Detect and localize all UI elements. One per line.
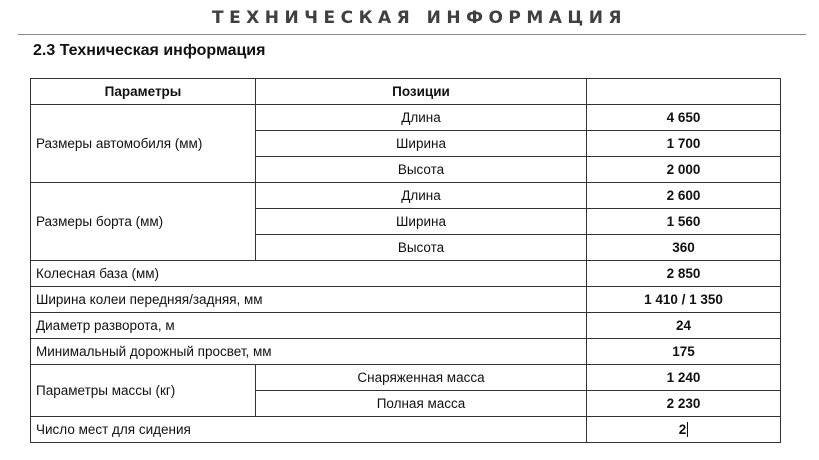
- table-row: [31, 417, 781, 443]
- table-row: [31, 339, 781, 365]
- value-cell[interactable]: 360: [587, 235, 781, 261]
- param-cell: Число мест для сидения: [31, 417, 587, 443]
- column-header-positions: Позиции: [256, 79, 587, 105]
- table-row: [31, 313, 781, 339]
- param-cell: Минимальный дорожный просвет, мм: [31, 339, 587, 365]
- param-cell: Колесная база (мм): [31, 261, 587, 287]
- table-row: [31, 365, 781, 391]
- position-cell: Длина: [256, 183, 587, 209]
- value-cell[interactable]: 2 000: [587, 157, 781, 183]
- table-row: [31, 287, 781, 313]
- param-cell: Параметры массы (кг): [31, 365, 256, 417]
- section-title: 2.3 Техническая информация: [33, 42, 266, 59]
- table-header-row: [31, 79, 781, 105]
- value-cell[interactable]: 1 240: [587, 365, 781, 391]
- value-cell[interactable]: 1 410 / 1 350: [587, 287, 781, 313]
- value-cell[interactable]: 2 850: [587, 261, 781, 287]
- value-text: 2: [678, 421, 687, 437]
- position-cell: Высота: [256, 235, 587, 261]
- table-row: [31, 183, 781, 209]
- param-cell: Ширина колеи передняя/задняя, мм: [31, 287, 587, 313]
- value-cell[interactable]: 4 650: [587, 105, 781, 131]
- value-cell[interactable]: 2 600: [587, 183, 781, 209]
- value-cell[interactable]: 1 560: [587, 209, 781, 235]
- header-divider: [18, 34, 806, 35]
- page-header-title: ТЕХНИЧЕСКАЯ ИНФОРМАЦИЯ: [211, 8, 628, 28]
- position-cell: Снаряженная масса: [256, 365, 587, 391]
- position-cell: Ширина: [256, 209, 587, 235]
- text-cursor: [687, 422, 688, 437]
- column-header-params: Параметры: [31, 79, 256, 105]
- table-row: [31, 105, 781, 131]
- value-cell[interactable]: 2 230: [587, 391, 781, 417]
- value-cell[interactable]: 175: [587, 339, 781, 365]
- param-cell: Размеры борта (мм): [31, 183, 256, 261]
- value-cell-editing[interactable]: [587, 417, 781, 443]
- column-header-value: [587, 79, 781, 105]
- value-cell[interactable]: 24: [587, 313, 781, 339]
- param-cell: Диаметр разворота, м: [31, 313, 587, 339]
- param-cell: Размеры автомобиля (мм): [31, 105, 256, 183]
- table-row: [31, 261, 781, 287]
- position-cell: Полная масса: [256, 391, 587, 417]
- position-cell: Высота: [256, 157, 587, 183]
- position-cell: Длина: [256, 105, 587, 131]
- page-header: [0, 8, 819, 28]
- spec-table: [30, 78, 781, 443]
- position-cell: Ширина: [256, 131, 587, 157]
- value-cell[interactable]: 1 700: [587, 131, 781, 157]
